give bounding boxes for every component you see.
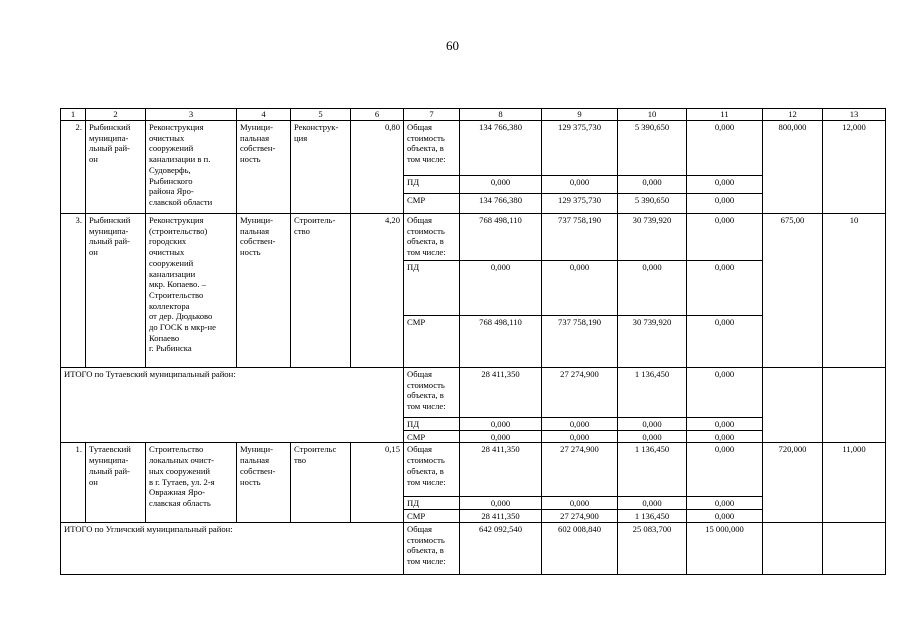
smr-label: СМР xyxy=(404,194,460,214)
district-cell: Рыбинский муниципа- льный рай- он xyxy=(86,214,146,368)
value-cell: 15 000,000 xyxy=(687,522,763,574)
table-row xyxy=(61,121,886,176)
value-cell: 0,000 xyxy=(542,430,618,443)
value-cell: 0,000 xyxy=(687,418,763,431)
capacity-cell: 0,15 xyxy=(351,443,404,522)
header-cell: 8 xyxy=(460,109,542,121)
table-row xyxy=(61,214,886,261)
district-cell: Рыбинский муниципа- льный рай- он xyxy=(86,121,146,214)
value-cell: 1 136,450 xyxy=(618,443,687,497)
value-cell: 28 411,350 xyxy=(460,368,542,418)
value-cell: 10 xyxy=(823,214,886,368)
value-cell: 0,000 xyxy=(618,418,687,431)
empty-cell xyxy=(823,522,886,574)
header-cell: 13 xyxy=(823,109,886,121)
value-cell: 134 766,380 xyxy=(460,121,542,176)
value-cell: 30 739,920 xyxy=(618,316,687,368)
value-cell: 0,000 xyxy=(687,497,763,510)
total-cost-label: Общая стоимость объекта, в том числе: xyxy=(404,522,460,574)
value-cell: 0,000 xyxy=(618,176,687,194)
value-cell: 0,000 xyxy=(542,261,618,316)
value-cell: 27 274,900 xyxy=(542,510,618,523)
total-label: ИТОГО по Тутаевский муниципальный район: xyxy=(61,368,404,443)
smr-label: СМР xyxy=(404,510,460,523)
value-cell: 800,000 xyxy=(763,121,823,214)
value-cell: 5 390,650 xyxy=(618,194,687,214)
value-cell: 28 411,350 xyxy=(460,443,542,497)
value-cell: 0,000 xyxy=(687,443,763,497)
value-cell: 134 766,380 xyxy=(460,194,542,214)
ownership-cell: Муници- пальная собствен- ность xyxy=(237,443,291,522)
smr-label: СМР xyxy=(404,430,460,443)
value-cell: 0,000 xyxy=(687,176,763,194)
value-cell: 1 136,450 xyxy=(618,368,687,418)
value-cell: 5 390,650 xyxy=(618,121,687,176)
table-row xyxy=(61,443,886,497)
work-type-cell: Строительс тво xyxy=(291,443,351,522)
value-cell: 0,000 xyxy=(618,261,687,316)
header-cell: 12 xyxy=(763,109,823,121)
value-cell: 129 375,730 xyxy=(542,194,618,214)
value-cell: 30 739,920 xyxy=(618,214,687,261)
value-cell: 0,000 xyxy=(687,261,763,316)
empty-cell xyxy=(763,522,823,574)
value-cell: 0,000 xyxy=(542,497,618,510)
header-row xyxy=(61,109,886,121)
header-cell: 10 xyxy=(618,109,687,121)
value-cell: 28 411,350 xyxy=(460,510,542,523)
header-cell: 5 xyxy=(291,109,351,121)
value-cell: 12,000 xyxy=(823,121,886,214)
value-cell: 642 092,540 xyxy=(460,522,542,574)
header-cell: 7 xyxy=(404,109,460,121)
capacity-cell: 4,20 xyxy=(351,214,404,368)
work-type-cell: Строитель- ство xyxy=(291,214,351,368)
pd-label: ПД xyxy=(404,497,460,510)
investment-table xyxy=(60,108,886,575)
value-cell: 0,000 xyxy=(460,176,542,194)
header-cell: 11 xyxy=(687,109,763,121)
value-cell: 0,000 xyxy=(618,497,687,510)
value-cell: 0,000 xyxy=(687,194,763,214)
value-cell: 0,000 xyxy=(687,510,763,523)
header-cell: 2 xyxy=(86,109,146,121)
value-cell: 0,000 xyxy=(460,261,542,316)
row-number: 1. xyxy=(61,443,86,522)
table-row xyxy=(61,522,886,574)
value-cell: 25 083,700 xyxy=(618,522,687,574)
value-cell: 768 498,110 xyxy=(460,316,542,368)
value-cell: 0,000 xyxy=(618,430,687,443)
district-cell: Тутаевский муниципа- льный рай- он xyxy=(86,443,146,522)
object-name-cell: Реконструкция очистных сооружений канализации в п. Судоверфь, Рыбинского района Яро- славской области xyxy=(146,121,237,214)
value-cell: 0,000 xyxy=(460,430,542,443)
object-name-cell: Строительство локальных очист- ных сооружений в г. Тутаев, ул. 2-я Овражная Яро- славская область xyxy=(146,443,237,522)
value-cell: 1 136,450 xyxy=(618,510,687,523)
header-cell: 1 xyxy=(61,109,86,121)
value-cell: 737 758,190 xyxy=(542,214,618,261)
header-cell: 4 xyxy=(237,109,291,121)
value-cell: 0,000 xyxy=(460,497,542,510)
total-cost-label: Общая стоимость объекта, в том числе: xyxy=(404,368,460,418)
row-number: 2. xyxy=(61,121,86,214)
value-cell: 737 758,190 xyxy=(542,316,618,368)
ownership-cell: Муници- пальная собствен- ность xyxy=(237,214,291,368)
smr-label: СМР xyxy=(404,316,460,368)
table-row xyxy=(61,368,886,418)
total-cost-label: Общая стоимость объекта, в том числе: xyxy=(404,443,460,497)
work-type-cell: Реконструк- ция xyxy=(291,121,351,214)
pd-label: ПД xyxy=(404,418,460,431)
value-cell: 0,000 xyxy=(687,430,763,443)
total-label: ИТОГО по Угличский муниципальный район: xyxy=(61,522,404,574)
value-cell: 0,000 xyxy=(687,316,763,368)
value-cell: 0,000 xyxy=(687,214,763,261)
object-name-cell: Реконструкция (строительство) городских очистных сооружений канализации мкр. Копаево. – Строительство коллектора от дер. Дюдьково до ГОСК в мкр-не Копаево г. Рыбинска xyxy=(146,214,237,368)
value-cell: 675,00 xyxy=(763,214,823,368)
header-cell: 9 xyxy=(542,109,618,121)
value-cell: 720,000 xyxy=(763,443,823,522)
total-cost-label: Общая стоимость объекта, в том числе: xyxy=(404,121,460,176)
capacity-cell: 0,80 xyxy=(351,121,404,214)
header-cell: 6 xyxy=(351,109,404,121)
value-cell: 0,000 xyxy=(542,418,618,431)
value-cell: 27 274,900 xyxy=(542,368,618,418)
value-cell: 27 274,900 xyxy=(542,443,618,497)
value-cell: 768 498,110 xyxy=(460,214,542,261)
value-cell: 0,000 xyxy=(542,176,618,194)
total-cost-label: Общая стоимость объекта, в том числе: xyxy=(404,214,460,261)
value-cell: 0,000 xyxy=(687,368,763,418)
value-cell: 0,000 xyxy=(460,418,542,431)
header-cell: 3 xyxy=(146,109,237,121)
value-cell: 0,000 xyxy=(687,121,763,176)
page-number: 60 xyxy=(446,38,459,53)
row-number: 3. xyxy=(61,214,86,368)
empty-cell xyxy=(763,368,823,443)
pd-label: ПД xyxy=(404,261,460,316)
pd-label: ПД xyxy=(404,176,460,194)
value-cell: 602 008,840 xyxy=(542,522,618,574)
value-cell: 11,000 xyxy=(823,443,886,522)
empty-cell xyxy=(823,368,886,443)
value-cell: 129 375,730 xyxy=(542,121,618,176)
ownership-cell: Муници- пальная собствен- ность xyxy=(237,121,291,214)
